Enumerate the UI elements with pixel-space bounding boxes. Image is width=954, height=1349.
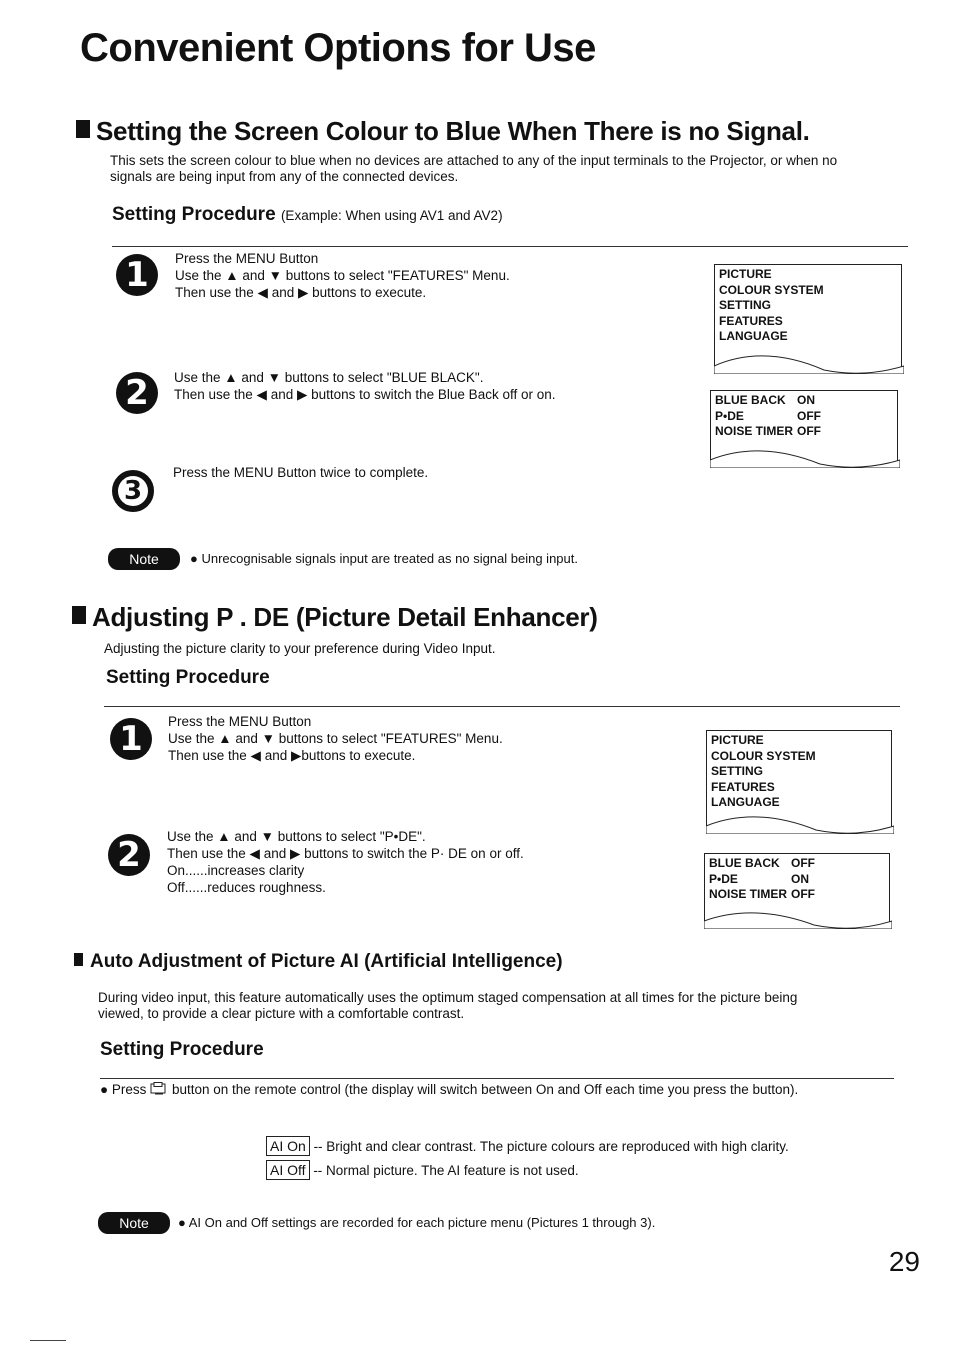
step-line: Use the ▲ and ▼ buttons to select "FEATURES" Menu. (168, 731, 503, 746)
menu-value: ON (797, 393, 815, 407)
features-menu-screen (706, 730, 892, 834)
screen-curl-icon (714, 344, 904, 374)
section1-step3-text (173, 464, 428, 481)
step-line: Press the MENU Button twice to complete. (173, 465, 429, 480)
section3-intro-line2: viewed, to provide a clear picture with a comfortable contrast. (98, 1006, 465, 1021)
screen-curl-icon (704, 903, 892, 929)
step-number-1: 1 (110, 718, 152, 760)
step-line: Off......reduces roughness. (167, 880, 326, 895)
step-line: Press the MENU Button (168, 714, 312, 729)
bullet-square-icon (76, 120, 90, 138)
page-title: Convenient Options for Use (80, 26, 596, 70)
step-line: On......increases clarity (167, 863, 305, 878)
section3-heading (74, 951, 563, 973)
procedure-label: Setting Procedure (112, 204, 276, 225)
section3-note-text: ● AI On and Off settings are recorded for each picture menu (Pictures 1 through 3). (178, 1215, 656, 1230)
menu-item: LANGUAGE (711, 795, 780, 809)
section1-intro-line1: This sets the screen colour to blue when no devices are attached to any of the input terminals to the Projector, or when no (110, 153, 838, 168)
step-number-1: 1 (116, 254, 158, 296)
menu-item: COLOUR SYSTEM (711, 748, 816, 763)
section2-rule (104, 706, 900, 707)
menu-row (715, 393, 893, 409)
step-line: Then use the ◀ and ▶ buttons to switch the Blue Back off or on. (174, 387, 556, 402)
pde-menu-screen (704, 853, 890, 929)
menu-item: LANGUAGE (719, 329, 788, 343)
blue-back-menu-screen (710, 390, 898, 468)
step-number-3: 3 (112, 470, 154, 512)
step-number-2: 2 (116, 372, 158, 414)
section2-intro: Adjusting the picture clarity to your preference during Video Input. (104, 641, 496, 656)
menu-value: OFF (791, 856, 815, 870)
bullet-square-icon (72, 606, 86, 624)
section2-step2-text (167, 828, 524, 896)
ai-off-text: -- Normal picture. The AI feature is not used. (313, 1163, 579, 1178)
section2-title: Adjusting P . DE (Picture Detail Enhancer) (92, 602, 598, 632)
menu-item: PICTURE (719, 267, 772, 281)
menu-row (709, 856, 885, 872)
note-badge: Note (108, 548, 180, 570)
section3-intro (98, 990, 797, 1022)
menu-value: OFF (791, 887, 815, 901)
ai-remote-button-icon (150, 1082, 168, 1095)
press-prefix: ● Press (100, 1082, 147, 1097)
note-badge: Note (98, 1212, 170, 1234)
section3-rule (100, 1078, 894, 1079)
step-line: Press the MENU Button (175, 251, 319, 266)
section1-step2-text (174, 369, 556, 403)
ai-off-label: AI Off (266, 1160, 310, 1180)
menu-key: BLUE BACK (709, 856, 780, 870)
bullet-square-icon (74, 953, 83, 966)
menu-key: P•DE (715, 408, 744, 423)
section1-procedure-heading (112, 204, 503, 226)
menu-value: ON (791, 871, 809, 886)
menu-item: COLOUR SYSTEM (719, 282, 824, 297)
section2-heading (72, 602, 598, 633)
screen-curl-icon (706, 806, 894, 834)
menu-row (715, 424, 893, 440)
features-menu-screen (714, 264, 902, 374)
menu-key: P•DE (709, 871, 738, 886)
section3-intro-line1: During video input, this feature automatically uses the optimum staged compensation at all times for the picture being (98, 990, 798, 1005)
section1-step1-text (175, 250, 510, 301)
ai-on-label: AI On (266, 1136, 310, 1156)
menu-row (709, 887, 885, 903)
step-number-2: 2 (108, 834, 150, 876)
section1-intro (110, 153, 837, 185)
section1-rule (112, 246, 908, 247)
menu-key: NOISE TIMER (715, 424, 794, 438)
step-line: Then use the ◀ and ▶buttons to execute. (168, 748, 416, 763)
menu-row (709, 872, 885, 888)
menu-key: NOISE TIMER (709, 887, 788, 901)
menu-value: OFF (797, 408, 821, 423)
menu-item: SETTING (711, 764, 764, 778)
menu-value: OFF (797, 424, 821, 438)
menu-item: PICTURE (711, 733, 764, 747)
section1-heading (76, 116, 810, 147)
ai-off-row (266, 1160, 579, 1180)
section2-procedure-heading: Setting Procedure (106, 667, 270, 688)
procedure-example: (Example: When using AV1 and AV2) (280, 208, 503, 223)
step-line: Use the ▲ and ▼ buttons to select "P•DE". (167, 829, 426, 844)
section1-title: Setting the Screen Colour to Blue When There is no Signal. (96, 116, 810, 146)
step-line: Then use the ◀ and ▶ buttons to switch the P· DE on or off. (167, 846, 524, 861)
menu-item: FEATURES (719, 313, 783, 328)
menu-key: BLUE BACK (715, 393, 786, 407)
ai-on-text: -- Bright and clear contrast. The picture colours are reproduced with high clarity. (313, 1139, 789, 1154)
page-number: 29 (888, 1246, 920, 1277)
step-line: Use the ▲ and ▼ buttons to select "BLUE BLACK". (174, 370, 484, 385)
section2-step1-text (168, 713, 503, 764)
ai-press-instruction (100, 1081, 798, 1098)
menu-row (715, 409, 893, 425)
ai-on-row (266, 1136, 789, 1156)
section3-title: Auto Adjustment of Picture AI (Artificial Intelligence) (90, 951, 563, 972)
section1-note-text: ● Unrecognisable signals input are treated as no signal being input. (190, 551, 578, 566)
section1-intro-line2: signals are being input from any of the connected devices. (110, 169, 459, 184)
step-line: Use the ▲ and ▼ buttons to select "FEATURES" Menu. (175, 268, 510, 283)
step-line: Then use the ◀ and ▶ buttons to execute. (175, 285, 427, 300)
menu-item: FEATURES (711, 779, 775, 794)
screen-curl-icon (710, 440, 900, 468)
menu-item: SETTING (719, 298, 772, 312)
scan-mark (30, 1340, 66, 1341)
press-suffix: button on the remote control (the display will switch between On and Off each time you press the button). (171, 1082, 799, 1097)
section3-procedure-heading: Setting Procedure (100, 1039, 264, 1060)
